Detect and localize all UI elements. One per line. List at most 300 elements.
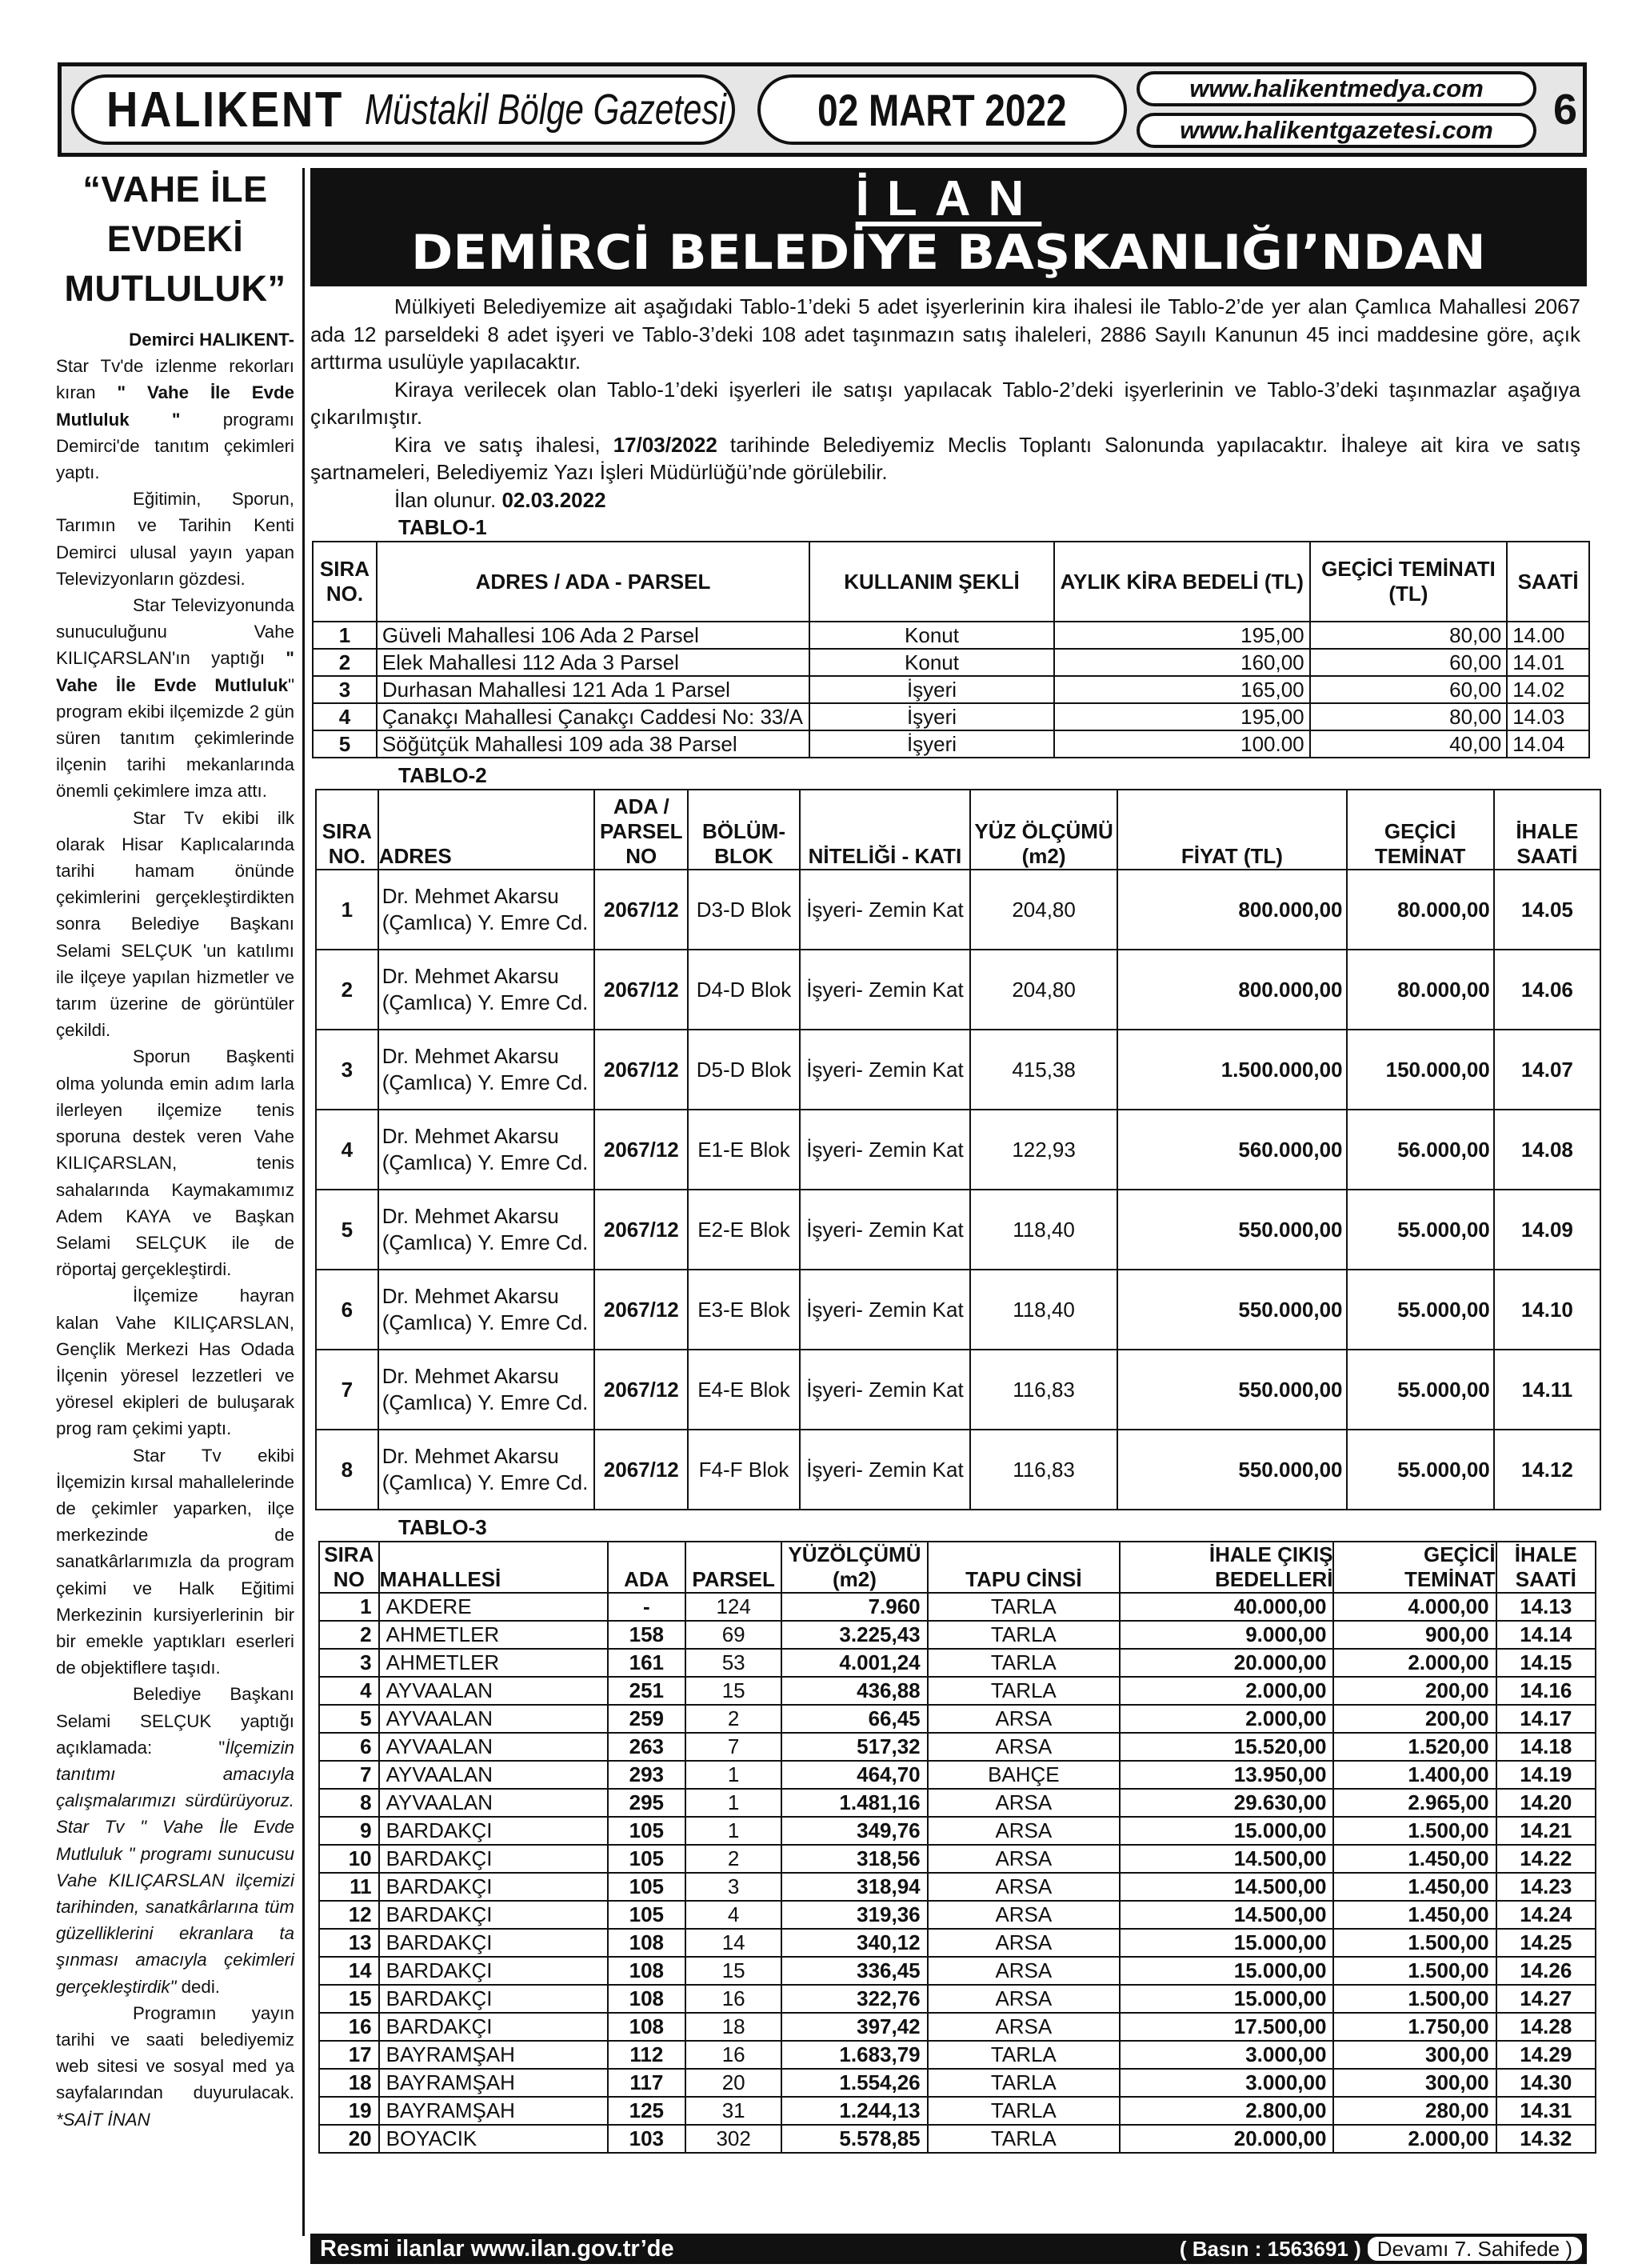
- column-divider: [302, 168, 305, 2236]
- workplace-sale-table-cell: 122,93: [970, 1110, 1117, 1190]
- land-sale-table-cell: 8: [319, 1789, 379, 1817]
- land-sale-table-column-header: İHALE SAATİ: [1496, 1542, 1596, 1593]
- text-run: " Vahe İle Evde Mutluluk: [56, 648, 294, 695]
- land-sale-table-cell: TARLA: [928, 1621, 1120, 1649]
- land-sale-table-cell: 1.500,00: [1333, 1957, 1496, 1985]
- rent-table-cell: 195,00: [1054, 703, 1310, 730]
- land-sale-table-cell: 340,12: [781, 1929, 927, 1957]
- land-sale-table-cell: 12: [319, 1901, 379, 1929]
- land-sale-table-cell: 14.29: [1496, 2041, 1596, 2069]
- land-sale-table-cell: 2.000,00: [1120, 1677, 1333, 1705]
- land-sale-table-cell: 3: [685, 1873, 781, 1901]
- workplace-sale-table-row: [316, 1430, 1600, 1510]
- land-sale-table-cell: ARSA: [928, 1873, 1120, 1901]
- land-sale-table-cell: 16: [685, 2041, 781, 2069]
- public-notice: [310, 168, 1587, 2154]
- land-sale-table-cell: 15: [685, 1677, 781, 1705]
- workplace-sale-table-cell: 80.000,00: [1347, 870, 1494, 950]
- land-sale-table-cell: 105: [608, 1901, 685, 1929]
- land-sale-table-cell: 2.965,00: [1333, 1789, 1496, 1817]
- land-sale-table-cell: 251: [608, 1677, 685, 1705]
- workplace-sale-table-cell: 1.500.000,00: [1117, 1030, 1346, 1110]
- land-sale-table-row: [319, 1621, 1596, 1649]
- land-sale-table-cell: 14.25: [1496, 1929, 1596, 1957]
- land-sale-table-column-header: GEÇİCİ TEMİNAT: [1333, 1542, 1496, 1593]
- land-sale-table-cell: 105: [608, 1817, 685, 1845]
- land-sale-table-cell: 900,00: [1333, 1621, 1496, 1649]
- table2-label: TABLO-2: [398, 763, 487, 787]
- land-sale-table-cell: TARLA: [928, 2125, 1120, 2153]
- rent-table-cell: 80,00: [1310, 703, 1508, 730]
- land-sale-table-cell: 2: [319, 1621, 379, 1649]
- rent-table-cell: 14.01: [1507, 649, 1589, 676]
- land-sale-table-cell: TARLA: [928, 2069, 1120, 2097]
- workplace-sale-table-cell: 415,38: [970, 1030, 1117, 1110]
- rent-table-cell: 100.00: [1054, 730, 1310, 758]
- land-sale-table-cell: 69: [685, 1621, 781, 1649]
- land-sale-table-cell: 280,00: [1333, 2097, 1496, 2125]
- land-sale-table-cell: 17: [319, 2041, 379, 2069]
- workplace-sale-table-column-header: ADRES: [378, 790, 595, 870]
- official-notices-link[interactable]: Resmi ilanlar www.ilan.gov.tr’de: [320, 2235, 674, 2262]
- workplace-sale-table-cell: İşyeri- Zemin Kat: [800, 870, 970, 950]
- land-sale-table-cell: 53: [685, 1649, 781, 1677]
- land-sale-table-row: [319, 2097, 1596, 2125]
- notice-intro: [310, 293, 1587, 514]
- land-sale-table-cell: 19: [319, 2097, 379, 2125]
- workplace-sale-table-cell: 14.07: [1494, 1030, 1600, 1110]
- land-sale-table-cell: 108: [608, 2013, 685, 2041]
- newspaper-subtitle: Müstakil Bölge Gazetesi: [365, 86, 727, 134]
- land-sale-table-cell: 1.481,16: [781, 1789, 927, 1817]
- workplace-sale-table-cell: D5-D Blok: [688, 1030, 800, 1110]
- article-paragraph: [56, 326, 294, 486]
- land-sale-table-cell: 300,00: [1333, 2041, 1496, 2069]
- table3-label: TABLO-3: [398, 1515, 487, 1539]
- land-sale-table-cell: ARSA: [928, 1733, 1120, 1761]
- land-sale-table-cell: 14.22: [1496, 1845, 1596, 1873]
- masthead: [58, 62, 1587, 157]
- land-sale-table-cell: 15: [319, 1985, 379, 2013]
- land-sale-table-cell: 18: [685, 2013, 781, 2041]
- land-sale-table-cell: 14.500,00: [1120, 1873, 1333, 1901]
- land-sale-table-cell: 14: [685, 1929, 781, 1957]
- land-sale-table-cell: 14.20: [1496, 1789, 1596, 1817]
- land-sale-table-cell: 10: [319, 1845, 379, 1873]
- newspaper-brand: [71, 74, 735, 145]
- rent-table-column-header: KULLANIM ŞEKLİ: [809, 542, 1054, 622]
- text-run: 17/03/2022: [613, 432, 717, 457]
- land-sale-table-cell: 3.225,43: [781, 1621, 927, 1649]
- land-sale-table-cell: BARDAKÇI: [379, 1957, 608, 1985]
- land-sale-table-cell: 319,36: [781, 1901, 927, 1929]
- land-sale-table-cell: 1.750,00: [1333, 2013, 1496, 2041]
- land-sale-table-cell: 1.554,26: [781, 2069, 927, 2097]
- table1-label: TABLO-1: [398, 515, 487, 539]
- rent-table-cell: 1: [313, 622, 377, 649]
- land-sale-table-cell: 5.578,85: [781, 2125, 927, 2153]
- article-title: [56, 165, 294, 314]
- land-sale-table-cell: 29.630,00: [1120, 1789, 1333, 1817]
- workplace-sale-table-cell: Dr. Mehmet Akarsu (Çamlıca) Y. Emre Cd.: [378, 1350, 595, 1430]
- land-sale-table-cell: 11: [319, 1873, 379, 1901]
- land-sale-table-cell: 124: [685, 1593, 781, 1621]
- land-sale-table-cell: 3.000,00: [1120, 2069, 1333, 2097]
- land-sale-table-column-header: ADA: [608, 1542, 685, 1593]
- workplace-sale-table-cell: 6: [316, 1270, 378, 1350]
- article-title-line: “VAHE İLE: [82, 169, 268, 210]
- land-sale-table-row: [319, 2069, 1596, 2097]
- land-sale-table-row: [319, 2013, 1596, 2041]
- footer-right: [1180, 2237, 1587, 2262]
- rent-table-cell: 195,00: [1054, 622, 1310, 649]
- article-paragraph: [56, 805, 294, 1044]
- text-run: dedi.: [176, 1976, 220, 1997]
- land-sale-table-cell: 14.18: [1496, 1733, 1596, 1761]
- workplace-sale-table-column-header: FİYAT (TL): [1117, 790, 1346, 870]
- land-sale-table-cell: 259: [608, 1705, 685, 1733]
- workplace-sale-table-cell: E4-E Blok: [688, 1350, 800, 1430]
- land-sale-table-cell: 2.000,00: [1120, 1705, 1333, 1733]
- workplace-sale-table-cell: Dr. Mehmet Akarsu (Çamlıca) Y. Emre Cd.: [378, 1430, 595, 1510]
- land-sale-table-row: [319, 1789, 1596, 1817]
- land-sale-table-cell: 1: [685, 1761, 781, 1789]
- page-number: 6: [1552, 86, 1578, 134]
- rent-table-column-header: SIRA NO.: [313, 542, 377, 622]
- workplace-sale-table-cell: 116,83: [970, 1430, 1117, 1510]
- land-sale-table-cell: 14.32: [1496, 2125, 1596, 2153]
- article-paragraph: [56, 1681, 294, 1999]
- land-sale-table-row: [319, 1649, 1596, 1677]
- rent-table-cell: Durhasan Mahallesi 121 Ada 1 Parsel: [377, 676, 809, 703]
- land-sale-table-cell: 14.24: [1496, 1901, 1596, 1929]
- article-title-line: EVDEKİ: [106, 218, 244, 259]
- workplace-sale-table-cell: 80.000,00: [1347, 950, 1494, 1030]
- land-sale-table-cell: 318,94: [781, 1873, 927, 1901]
- land-sale-table-cell: 4.000,00: [1333, 1593, 1496, 1621]
- issue-date-text: 02 MART 2022: [817, 84, 1067, 135]
- workplace-sale-table-cell: 2: [316, 950, 378, 1030]
- article-column: [56, 165, 294, 2133]
- land-sale-table-cell: ARSA: [928, 1705, 1120, 1733]
- workplace-sale-table-cell: 550.000,00: [1117, 1430, 1346, 1510]
- land-sale-table-cell: 14.17: [1496, 1705, 1596, 1733]
- article-title-line: MUTLULUK”: [64, 268, 286, 309]
- rent-table-column-header: SAATİ: [1507, 542, 1589, 622]
- text-run: *SAİT İNAN: [56, 2109, 150, 2130]
- land-sale-table-row: [319, 2125, 1596, 2153]
- land-sale-table-cell: 14: [319, 1957, 379, 1985]
- land-sale-table-cell: 14.500,00: [1120, 1845, 1333, 1873]
- land-sale-table-cell: TARLA: [928, 1649, 1120, 1677]
- continued-label: Devamı 7. Sahifede ): [1368, 2237, 1582, 2261]
- newspaper-name: HALIKENT: [106, 82, 344, 138]
- text-run: İlan olunur.: [394, 487, 502, 512]
- land-sale-table-cell: 1.500,00: [1333, 1929, 1496, 1957]
- land-sale-table: [318, 1541, 1596, 2154]
- land-sale-table-cell: 3.000,00: [1120, 2041, 1333, 2069]
- rent-table-cell: Çanakçı Mahallesi Çanakçı Caddesi No: 33/A: [377, 703, 809, 730]
- rent-table-cell: 40,00: [1310, 730, 1508, 758]
- land-sale-table-cell: 300,00: [1333, 2069, 1496, 2097]
- land-sale-table-cell: 14.19: [1496, 1761, 1596, 1789]
- land-sale-table-cell: 14.31: [1496, 2097, 1596, 2125]
- land-sale-table-cell: ARSA: [928, 2013, 1120, 2041]
- land-sale-table-cell: -: [608, 1593, 685, 1621]
- land-sale-table-cell: 20: [685, 2069, 781, 2097]
- land-sale-table-cell: 13.950,00: [1120, 1761, 1333, 1789]
- workplace-sale-table-cell: 550.000,00: [1117, 1270, 1346, 1350]
- land-sale-table-cell: 15.000,00: [1120, 1957, 1333, 1985]
- rent-table-cell: 80,00: [1310, 622, 1508, 649]
- rent-table-cell: İşyeri: [809, 730, 1054, 758]
- workplace-sale-table-cell: Dr. Mehmet Akarsu (Çamlıca) Y. Emre Cd.: [378, 870, 595, 950]
- workplace-sale-table-column-header: BÖLÜM-BLOK: [688, 790, 800, 870]
- land-sale-table-row: [319, 1761, 1596, 1789]
- rent-table-cell: 2: [313, 649, 377, 676]
- workplace-sale-table-cell: D3-D Blok: [688, 870, 800, 950]
- rent-table-cell: 14.00: [1507, 622, 1589, 649]
- workplace-sale-table-column-header: ADA / PARSEL NO: [594, 790, 688, 870]
- land-sale-table-cell: BAYRAMŞAH: [379, 2069, 608, 2097]
- text-run: programı Demirci'de tanıtım çekimleri yaptı.: [56, 409, 294, 483]
- land-sale-table-row: [319, 2041, 1596, 2069]
- land-sale-table-cell: 14.500,00: [1120, 1901, 1333, 1929]
- land-sale-table-cell: ARSA: [928, 1901, 1120, 1929]
- land-sale-table-cell: 105: [608, 1845, 685, 1873]
- land-sale-table-cell: 7: [319, 1761, 379, 1789]
- text-run: İlçemizin tanıtımı amacıyla çalışmalarımızı sürdürüyoruz. Star Tv " Vahe İle Evde Mutluluk " programı sunucusu Vahe KILIÇARSLAN ilçemizi tarihinden, sanatkârlarına tüm güzelliklerini ekranlara ta şınması amacıyla çekimleri gerçekleştirdik": [56, 1737, 294, 1997]
- land-sale-table-cell: AYVAALAN: [379, 1677, 608, 1705]
- land-sale-table-header: [319, 1542, 1596, 1593]
- text-run: 02.03.2022: [501, 487, 606, 512]
- land-sale-table-row: [319, 1901, 1596, 1929]
- workplace-sale-table-cell: 2067/12: [594, 1350, 688, 1430]
- land-sale-table-cell: ARSA: [928, 1817, 1120, 1845]
- land-sale-table-cell: 14.23: [1496, 1873, 1596, 1901]
- land-sale-table-cell: 293: [608, 1761, 685, 1789]
- text-run: Belediye Başkanı Selami SELÇUK yaptığı açıklamada: ": [56, 1684, 294, 1758]
- land-sale-table-cell: AYVAALAN: [379, 1705, 608, 1733]
- land-sale-table-cell: ARSA: [928, 1845, 1120, 1873]
- workplace-sale-table-cell: E1-E Blok: [688, 1110, 800, 1190]
- land-sale-table-cell: 1.683,79: [781, 2041, 927, 2069]
- land-sale-table-cell: 200,00: [1333, 1677, 1496, 1705]
- workplace-sale-table-cell: 7: [316, 1350, 378, 1430]
- text-run: Programın yayın tarihi ve saati belediyemiz web sitesi ve sosyal med ya sayfalarından duyurulacak.: [56, 2002, 294, 2103]
- text-run: Eğitimin, Sporun, Tarımın ve Tarihin Kenti Demirci ulusal yayın yapan Televizyonların gözdesi.: [56, 489, 294, 589]
- workplace-sale-table-cell: 1: [316, 870, 378, 950]
- article-paragraph: [56, 1043, 294, 1282]
- workplace-sale-table-cell: İşyeri- Zemin Kat: [800, 1110, 970, 1190]
- land-sale-table-cell: TARLA: [928, 2041, 1120, 2069]
- land-sale-table-row: [319, 1733, 1596, 1761]
- rent-table-cell: 165,00: [1054, 676, 1310, 703]
- land-sale-table-cell: 108: [608, 1957, 685, 1985]
- land-sale-table-cell: ARSA: [928, 1985, 1120, 2013]
- rent-table-cell: 14.02: [1507, 676, 1589, 703]
- rent-table-cell: 5: [313, 730, 377, 758]
- text-run: tarihinde Belediyemiz Meclis Toplantı Salonunda yapılacaktır. İhaleye ait kira ve satış şartnameleri, Belediyemiz Yazı İşleri Müdürlüğü’nde görülebilir.: [310, 432, 1581, 484]
- land-sale-table-cell: 112: [608, 2041, 685, 2069]
- land-sale-table-cell: 14.21: [1496, 1817, 1596, 1845]
- land-sale-table-cell: 1.400,00: [1333, 1761, 1496, 1789]
- rent-table-cell: 14.03: [1507, 703, 1589, 730]
- workplace-sale-table-cell: 56.000,00: [1347, 1110, 1494, 1190]
- rent-table-cell: 3: [313, 676, 377, 703]
- land-sale-table-cell: 302: [685, 2125, 781, 2153]
- land-sale-table-column-header: PARSEL: [685, 1542, 781, 1593]
- rent-table-column-header: GEÇİCİ TEMİNATI (TL): [1310, 542, 1508, 622]
- workplace-sale-table-cell: Dr. Mehmet Akarsu (Çamlıca) Y. Emre Cd.: [378, 950, 595, 1030]
- land-sale-table-cell: 318,56: [781, 1845, 927, 1873]
- workplace-sale-table-cell: 5: [316, 1190, 378, 1270]
- land-sale-table-cell: 117: [608, 2069, 685, 2097]
- land-sale-table-cell: 1.450,00: [1333, 1901, 1496, 1929]
- workplace-sale-table-cell: 55.000,00: [1347, 1350, 1494, 1430]
- land-sale-table-cell: 4: [685, 1901, 781, 1929]
- workplace-sale-table-cell: Dr. Mehmet Akarsu (Çamlıca) Y. Emre Cd.: [378, 1270, 595, 1350]
- text-run: Star Tv ekibi ilk olarak Hisar Kaplıcalarında tarihi hamam önünde çekimlerini gerçekleştirdikten sonra Belediye Başkanı Selami SELÇUK 'un katılımı ile ilçeye yapılan hizmetler ve tarım üzerine de görüntüler çekildi.: [56, 807, 294, 1041]
- land-sale-table-cell: 2.000,00: [1333, 1649, 1496, 1677]
- land-sale-table-cell: 20.000,00: [1120, 1649, 1333, 1677]
- land-sale-table-cell: 1.244,13: [781, 2097, 927, 2125]
- land-sale-table-cell: 13: [319, 1929, 379, 1957]
- workplace-sale-table-cell: 118,40: [970, 1270, 1117, 1350]
- rent-table-cell: İşyeri: [809, 703, 1054, 730]
- land-sale-table-column-header: İHALE ÇIKIŞ BEDELLERİ: [1120, 1542, 1333, 1593]
- land-sale-table-cell: 1: [685, 1789, 781, 1817]
- rent-table-row: [313, 730, 1589, 758]
- workplace-sale-table-cell: 55.000,00: [1347, 1270, 1494, 1350]
- workplace-sale-table-cell: E3-E Blok: [688, 1270, 800, 1350]
- land-sale-table-cell: BOYACIK: [379, 2125, 608, 2153]
- workplace-sale-table-row: [316, 1270, 1600, 1350]
- land-sale-table-cell: 161: [608, 1649, 685, 1677]
- land-sale-table-cell: 1.450,00: [1333, 1873, 1496, 1901]
- workplace-sale-table-row: [316, 1190, 1600, 1270]
- workplace-sale-table-cell: 8: [316, 1430, 378, 1510]
- land-sale-table-row: [319, 1929, 1596, 1957]
- workplace-sale-table-cell: 204,80: [970, 950, 1117, 1030]
- workplace-sale-table-header: [316, 790, 1600, 870]
- land-sale-table-cell: ARSA: [928, 1789, 1120, 1817]
- workplace-sale-table-column-header: NİTELİĞİ - KATI: [800, 790, 970, 870]
- press-code: ( Basın : 1563691 ): [1179, 2236, 1361, 2261]
- land-sale-table-cell: 9: [319, 1817, 379, 1845]
- workplace-sale-table-cell: 14.05: [1494, 870, 1600, 950]
- land-sale-table-cell: 15.000,00: [1120, 1985, 1333, 2013]
- rent-table-cell: Güveli Mahallesi 106 Ada 2 Parsel: [377, 622, 809, 649]
- land-sale-table-cell: 7.960: [781, 1593, 927, 1621]
- article-paragraph: [56, 1282, 294, 1442]
- land-sale-table-cell: BARDAKÇI: [379, 1985, 608, 2013]
- workplace-sale-table-cell: 2067/12: [594, 1190, 688, 1270]
- workplace-sale-table-column-header: SIRA NO.: [316, 790, 378, 870]
- page-footer: [310, 2234, 1587, 2264]
- land-sale-table-row: [319, 1985, 1596, 2013]
- land-sale-table-cell: BARDAKÇI: [379, 1901, 608, 1929]
- text-run: Sporun Başkenti olma yolunda emin adım larla ilerleyen ilçemize tenis sporuna destek veren Vahe KILIÇARSLAN, tenis sahalarında Kaymakamımız Adem KAYA ve Başkan Selami SELÇUK ile de röportaj gerçekleştirdi.: [56, 1046, 294, 1280]
- land-sale-table-cell: BAYRAMŞAH: [379, 2097, 608, 2125]
- workplace-sale-table-cell: 14.11: [1494, 1350, 1600, 1430]
- land-sale-table-cell: 517,32: [781, 1733, 927, 1761]
- workplace-sale-table-row: [316, 1350, 1600, 1430]
- rent-table-cell: Elek Mahallesi 112 Ada 3 Parsel: [377, 649, 809, 676]
- article-paragraph: [56, 486, 294, 592]
- rent-table-cell: Söğütçük Mahallesi 109 ada 38 Parsel: [377, 730, 809, 758]
- land-sale-table-cell: 14.30: [1496, 2069, 1596, 2097]
- land-sale-table-cell: 295: [608, 1789, 685, 1817]
- land-sale-table-cell: TARLA: [928, 2097, 1120, 2125]
- text-run: Mülkiyeti Belediyemize ait aşağıdaki Tablo-1’deki 5 adet işyerlerinin kira ihalesi ile Tablo-2’de yer alan Çamlıca Mahallesi 2067 ada 12 parseldeki 8 adet işyeri ve Tablo-3’deki 108 adet taşınmazın satış ihaleleri, 2886 Sayılı Kanunun 45 inci maddesine göre, açık arttırma usulüyle yapılacaktır.: [310, 294, 1580, 374]
- land-sale-table-cell: 108: [608, 1929, 685, 1957]
- land-sale-table-cell: 2.800,00: [1120, 2097, 1333, 2125]
- notice-banner: [310, 168, 1587, 286]
- land-sale-table-cell: 9.000,00: [1120, 1621, 1333, 1649]
- rent-table-column-header: ADRES / ADA - PARSEL: [377, 542, 809, 622]
- rent-table-cell: 60,00: [1310, 676, 1508, 703]
- workplace-sale-table-cell: 2067/12: [594, 1110, 688, 1190]
- land-sale-table-column-header: SIRA NO: [319, 1542, 379, 1593]
- rent-table-cell: 14.04: [1507, 730, 1589, 758]
- land-sale-table-cell: 349,76: [781, 1817, 927, 1845]
- website-link-2[interactable]: www.halikentgazetesi.com: [1137, 113, 1536, 148]
- land-sale-table-cell: 1.520,00: [1333, 1733, 1496, 1761]
- land-sale-table-cell: 1: [685, 1817, 781, 1845]
- workplace-sale-table-cell: 3: [316, 1030, 378, 1110]
- land-sale-table-cell: 14.28: [1496, 2013, 1596, 2041]
- land-sale-table-cell: AYVAALAN: [379, 1733, 608, 1761]
- land-sale-table-cell: 2: [685, 1705, 781, 1733]
- land-sale-table-cell: 15.000,00: [1120, 1817, 1333, 1845]
- land-sale-table-cell: AYVAALAN: [379, 1789, 608, 1817]
- land-sale-table-cell: TARLA: [928, 1593, 1120, 1621]
- workplace-sale-table-cell: Dr. Mehmet Akarsu (Çamlıca) Y. Emre Cd.: [378, 1030, 595, 1110]
- workplace-sale-table-cell: İşyeri- Zemin Kat: [800, 1190, 970, 1270]
- website-links: [1137, 70, 1536, 150]
- land-sale-table-cell: 4: [319, 1677, 379, 1705]
- land-sale-table-cell: 1.500,00: [1333, 1817, 1496, 1845]
- workplace-sale-table-column-header: YÜZ ÖLÇÜMÜ (m2): [970, 790, 1117, 870]
- land-sale-table-cell: AHMETLER: [379, 1621, 608, 1649]
- rent-table-column-header: AYLIK KİRA BEDELİ (TL): [1054, 542, 1310, 622]
- land-sale-table-cell: 15.520,00: [1120, 1733, 1333, 1761]
- land-sale-table-cell: BAYRAMŞAH: [379, 2041, 608, 2069]
- rent-table-row: [313, 649, 1589, 676]
- workplace-sale-table-cell: 4: [316, 1110, 378, 1190]
- workplace-sale-table-cell: 55.000,00: [1347, 1190, 1494, 1270]
- land-sale-table-cell: 158: [608, 1621, 685, 1649]
- land-sale-table-row: [319, 1593, 1596, 1621]
- workplace-sale-table-cell: 14.08: [1494, 1110, 1600, 1190]
- land-sale-table-column-header: MAHALLESİ: [379, 1542, 608, 1593]
- land-sale-table-cell: 31: [685, 2097, 781, 2125]
- land-sale-table-row: [319, 1677, 1596, 1705]
- land-sale-table-cell: 14.14: [1496, 1621, 1596, 1649]
- land-sale-table-cell: 1: [319, 1593, 379, 1621]
- article-paragraph: [56, 592, 294, 805]
- text-run: İlçemize hayran kalan Vahe KILIÇARSLAN, Gençlik Merkezi Has Odada İlçenin yöresel lezzetleri ve yöresel ekipleri de buluşarak prog ram çekimi yaptı.: [56, 1286, 294, 1439]
- text-run: Kiraya verilecek olan Tablo-1’deki işyerleri ile satışı yapılacak Tablo-2’deki işyerlerinin ve Tablo-3’deki taşınmazlar aşağıya çıkarılmıştır.: [310, 377, 1580, 429]
- website-link-1[interactable]: www.halikentmedya.com: [1137, 71, 1536, 106]
- land-sale-table-column-header: YÜZÖLÇÜMÜ (m2): [781, 1542, 927, 1593]
- workplace-sale-table-cell: 14.12: [1494, 1430, 1600, 1510]
- land-sale-table-cell: AYVAALAN: [379, 1761, 608, 1789]
- issue-date: [757, 74, 1127, 145]
- land-sale-table-cell: 263: [608, 1733, 685, 1761]
- land-sale-table-cell: AKDERE: [379, 1593, 608, 1621]
